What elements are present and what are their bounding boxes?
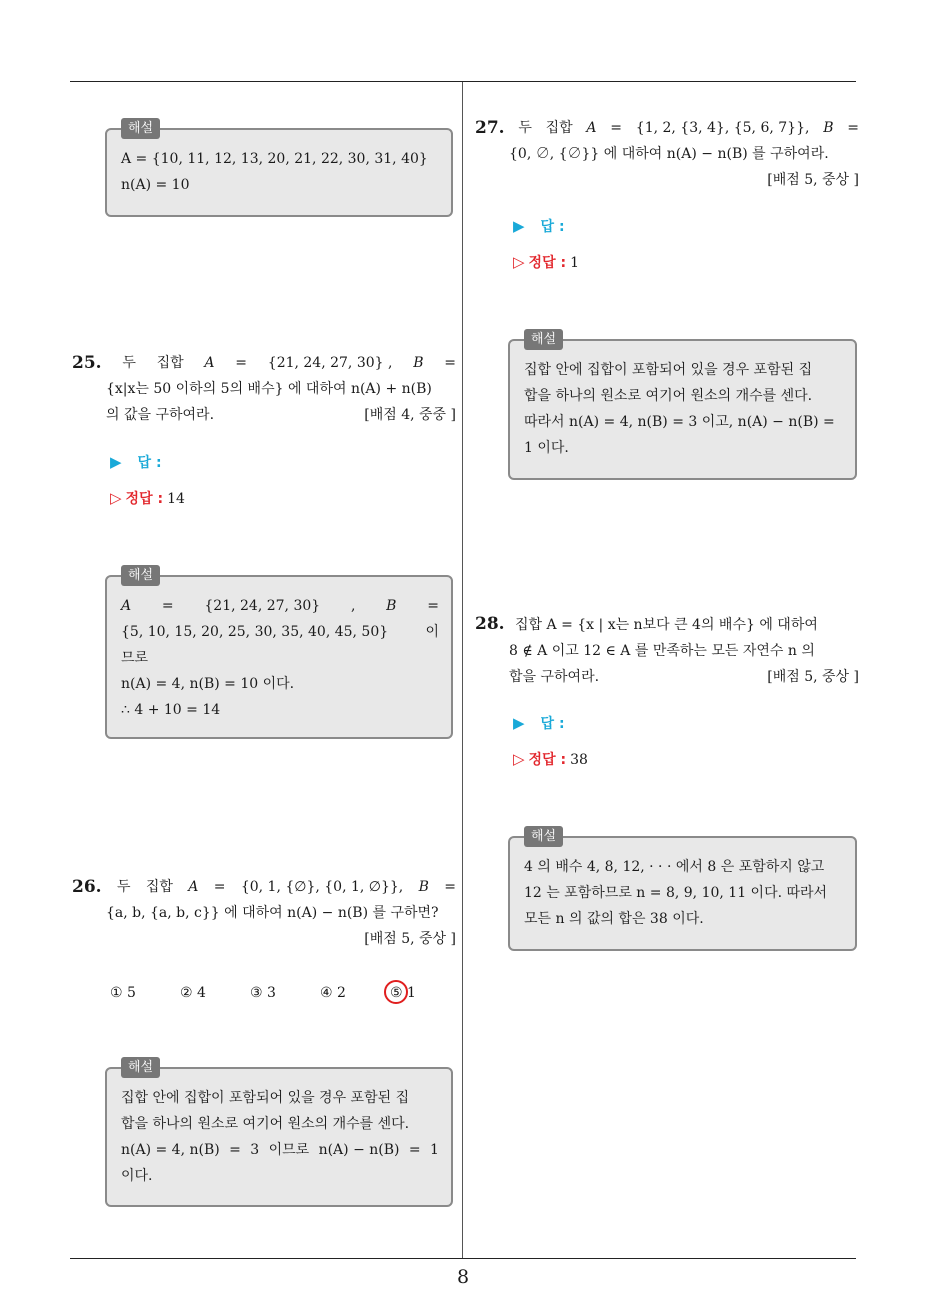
solution-word: n(A) = 4, n(B) <box>121 1142 220 1158</box>
correct-answer-25 <box>110 488 185 508</box>
solution-line: 1 이다. <box>524 440 569 456</box>
problem-number: 28. <box>475 614 505 634</box>
correct-label: 정답 : <box>528 752 567 768</box>
footer-rule <box>70 1258 856 1259</box>
score-label: [배점 5, 중상 ] <box>364 931 456 947</box>
problem-word: B <box>413 355 424 371</box>
solution-line: 므로 <box>121 650 149 666</box>
problem-line <box>72 874 456 900</box>
solution-line: n(A) = 10 <box>121 177 190 193</box>
problem-word: 집합 <box>145 879 173 895</box>
solution-box-25 <box>105 568 453 739</box>
header-rule <box>70 81 856 82</box>
solution-line: 합을 하나의 원소로 여기어 원소의 개수를 센다. <box>121 1116 410 1132</box>
solution-line <box>121 1137 439 1163</box>
problem-number: 26. <box>72 877 102 897</box>
problem-word: B <box>418 879 429 895</box>
solution-line: 따라서 n(A) = 4, n(B) = 3 이고, n(A) − n(B) = <box>524 414 835 430</box>
problem-text: 합을 구하여라. <box>509 669 600 685</box>
answer-field-28[interactable] <box>513 713 565 733</box>
problem-line <box>475 115 859 141</box>
correct-value: 1 <box>570 255 579 271</box>
solution-line: 합을 하나의 원소로 여기어 원소의 개수를 센다. <box>524 388 813 404</box>
solution-word: = <box>229 1142 241 1158</box>
score-label: [배점 4, 중중 ] <box>364 407 456 423</box>
play-triangle-icon: ▶ <box>513 217 525 235</box>
problem-word: 두 <box>122 355 136 371</box>
page-number: 8 <box>456 1266 470 1288</box>
correct-label: 정답 : <box>528 255 567 271</box>
choice-5-label: ⑤ 1 <box>390 985 416 1001</box>
problem-word: A <box>204 355 215 371</box>
correct-label: 정답 : <box>125 491 164 507</box>
solution-word: 1 <box>430 1142 439 1158</box>
solution-word: = <box>408 1142 421 1158</box>
answer-field-25[interactable] <box>110 452 162 472</box>
solution-text: {5, 10, 15, 20, 25, 30, 35, 40, 45, 50} <box>121 624 389 640</box>
problem-line: 8 ∉ A 이고 12 ∈ A 를 만족하는 모든 자연수 n 의 <box>509 643 815 659</box>
solution-tag: 해설 <box>121 118 160 139</box>
choice-1[interactable]: ① 5 <box>110 985 136 1001</box>
correct-answer-27 <box>513 252 579 272</box>
choice-2[interactable]: ② 4 <box>180 985 206 1001</box>
correct-value: 14 <box>167 491 185 507</box>
solution-line: 12 는 포함하므로 n = 8, 9, 10, 11 이다. 따라서 <box>524 885 828 901</box>
problem-28 <box>475 611 859 690</box>
correct-value: 38 <box>570 752 588 768</box>
problem-word: 두 <box>518 120 532 136</box>
outline-triangle-icon: ▷ <box>513 750 525 768</box>
problem-25 <box>72 350 456 428</box>
problem-word: B <box>823 120 834 136</box>
choice-4[interactable]: ④ 2 <box>320 985 346 1001</box>
problem-line <box>72 350 456 376</box>
problem-line: {x|x는 50 이하의 5의 배수} 에 대하여 n(A) + n(B) <box>106 381 432 397</box>
problem-word: = <box>444 879 456 895</box>
solution-word: = <box>161 598 174 614</box>
score-label: [배점 5, 중상 ] <box>767 172 859 188</box>
correct-answer-28 <box>513 749 588 769</box>
column-divider <box>462 82 463 1259</box>
solution-line: 모든 n 의 값의 합은 38 이다. <box>524 911 704 927</box>
problem-word: {0, 1, {∅}, {0, 1, ∅}}, <box>240 879 404 895</box>
solution-line: ∴ 4 + 10 = 14 <box>121 702 221 718</box>
answer-field-27[interactable] <box>513 216 565 236</box>
solution-line <box>121 593 439 619</box>
choice-5[interactable] <box>390 985 416 1001</box>
solution-word: , <box>350 598 356 614</box>
problem-word: 집합 <box>156 355 184 371</box>
solution-word: n(A) − n(B) <box>318 1142 400 1158</box>
problem-word: 두 <box>116 879 131 895</box>
solution-word: 3 <box>250 1142 260 1158</box>
solution-tag: 해설 <box>121 565 160 586</box>
play-triangle-icon: ▶ <box>513 714 525 732</box>
solution-line: n(A) = 4, n(B) = 10 이다. <box>121 676 295 692</box>
outline-triangle-icon: ▷ <box>513 253 525 271</box>
problem-number: 27. <box>475 118 505 138</box>
solution-text: 이 <box>425 624 439 640</box>
score-label: [배점 5, 중상 ] <box>767 669 859 685</box>
problem-text: 의 값을 구하여라. <box>106 407 215 423</box>
problem-word: A <box>188 879 199 895</box>
problem-27 <box>475 115 859 193</box>
problem-line: {0, ∅, {∅}} 에 대하여 n(A) − n(B) 를 구하여라. <box>509 146 829 162</box>
selected-circle-icon <box>384 980 408 1004</box>
answer-label: 답 : <box>540 716 565 732</box>
problem-text: 집합 A = {x | x는 n보다 큰 4의 배수} 에 대하여 <box>515 617 818 633</box>
solution-word: A <box>121 598 132 614</box>
problem-word: = <box>610 120 623 136</box>
solution-line: 집합 안에 집합이 포함되어 있을 경우 포함된 집 <box>524 362 813 378</box>
problem-line <box>72 402 456 428</box>
problem-word: {1, 2, {3, 4}, {5, 6, 7}}, <box>635 120 810 136</box>
solution-word: 이므로 <box>268 1142 310 1158</box>
problem-number: 25. <box>72 353 102 373</box>
solution-box-24 <box>105 121 453 217</box>
answer-label: 답 : <box>137 455 162 471</box>
solution-box-27 <box>508 332 857 480</box>
solution-line: 4 의 배수 4, 8, 12, · · · 에서 8 은 포함하지 않고 <box>524 859 825 875</box>
choice-3[interactable]: ③ 3 <box>250 985 276 1001</box>
solution-line: 이다. <box>121 1168 153 1184</box>
problem-word: = <box>444 355 456 371</box>
solution-box-26 <box>105 1060 453 1207</box>
play-triangle-icon: ▶ <box>110 453 122 471</box>
problem-word: 집합 <box>545 120 573 136</box>
problem-word: = <box>847 120 859 136</box>
solution-box-28 <box>508 829 857 951</box>
problem-word: = <box>213 879 226 895</box>
solution-tag: 해설 <box>524 826 563 847</box>
problem-line <box>475 664 859 690</box>
problem-word: = <box>235 355 248 371</box>
problem-word: A <box>586 120 597 136</box>
solution-word: B <box>386 598 397 614</box>
problem-line <box>475 611 859 638</box>
answer-label: 답 : <box>540 219 565 235</box>
solution-line <box>121 619 439 645</box>
problem-26 <box>72 874 456 952</box>
solution-line: 집합 안에 집합이 포함되어 있을 경우 포함된 집 <box>121 1090 410 1106</box>
solution-line: A = {10, 11, 12, 13, 20, 21, 22, 30, 31, 40} <box>121 151 428 167</box>
problem-word: {21, 24, 27, 30} , <box>267 355 393 371</box>
solution-word: {21, 24, 27, 30} <box>204 598 321 614</box>
outline-triangle-icon: ▷ <box>110 489 122 507</box>
solution-tag: 해설 <box>524 329 563 350</box>
solution-word: = <box>427 598 439 614</box>
solution-tag: 해설 <box>121 1057 160 1078</box>
problem-line: {a, b, {a, b, c}} 에 대하여 n(A) − n(B) 를 구하면? <box>106 905 439 921</box>
